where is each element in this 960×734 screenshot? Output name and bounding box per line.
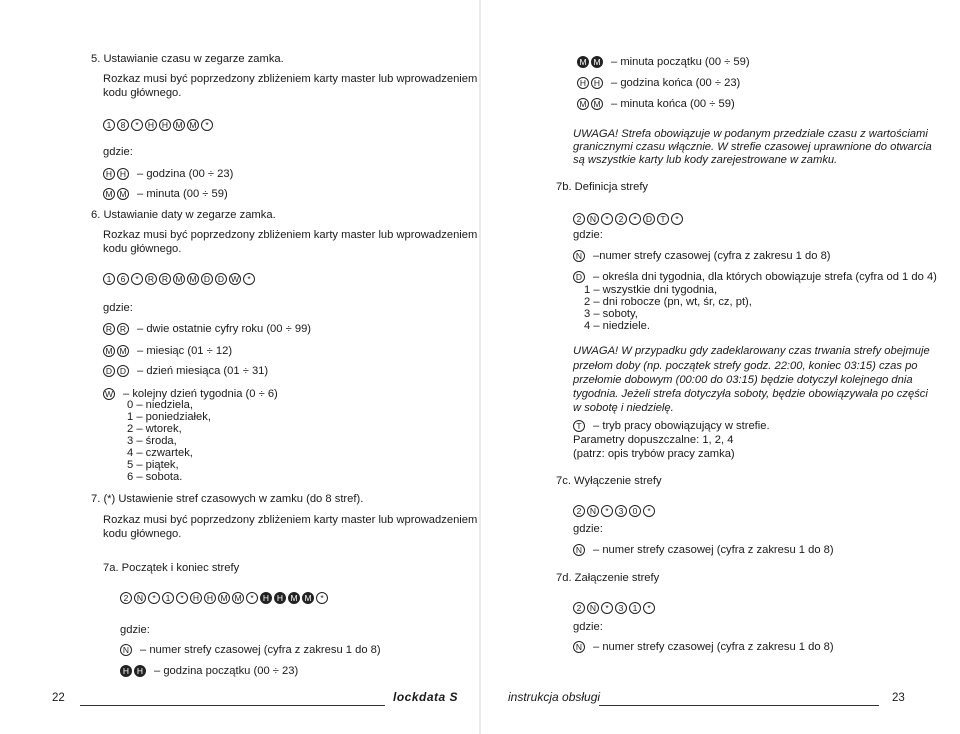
key-h-icon: H xyxy=(159,119,171,131)
key-m-icon: M xyxy=(187,119,199,131)
key-r-icon: R xyxy=(117,323,129,335)
legend-text: – godzina końca (00 ÷ 23) xyxy=(611,77,741,89)
key-h-icon: H xyxy=(577,77,589,89)
key-n-icon: N xyxy=(120,644,132,656)
warning-text: przełomie dobowym (00:00 do 03:15) będzie dotyczył kolejnego dnia xyxy=(573,374,913,386)
legend-text: –numer strefy czasowej (cyfra z zakresu 1 do 8) xyxy=(593,250,831,262)
legend-text: – numer strefy czasowej (cyfra z zakresu 1 do 8) xyxy=(593,641,834,653)
key-m-icon: M xyxy=(218,592,230,604)
legend-row xyxy=(573,640,834,654)
weekday-item: 2 – wtorek, xyxy=(127,423,182,435)
key-n-icon: N xyxy=(587,505,599,517)
day-option: 4 – niedziele. xyxy=(584,320,650,332)
key-m-icon: M xyxy=(103,188,115,200)
key-1-icon: 1 xyxy=(162,592,174,604)
key-icons xyxy=(573,641,585,653)
key-n-icon: N xyxy=(573,544,585,556)
section-5-note-cont: kodu głównego. xyxy=(103,87,182,99)
key-icons xyxy=(573,250,585,262)
warning-text: w sobotę i niedzielę. xyxy=(573,402,674,414)
key-m-icon: M xyxy=(577,56,589,68)
key-h-icon: H xyxy=(120,665,132,677)
key-n-icon: N xyxy=(573,641,585,653)
section-7a-title: 7a. Początek i koniec strefy xyxy=(103,562,240,574)
key-w-icon: W xyxy=(104,389,114,399)
key-m-icon: M xyxy=(577,98,589,110)
legend-row xyxy=(577,97,735,111)
key-m-icon: M xyxy=(232,592,244,604)
key-m-icon: M xyxy=(302,592,314,604)
legend-text: – numer strefy czasowej (cyfra z zakresu 1 do 8) xyxy=(140,644,381,656)
key-1-icon: 1 xyxy=(103,119,115,131)
warning-text: UWAGA! W przypadku gdy zadeklarowany czas trwania strefy obejmuje xyxy=(573,345,930,357)
key-d-icon: D xyxy=(103,365,115,377)
key-star-icon: * xyxy=(316,592,328,604)
brand-logo: lockdata S xyxy=(393,690,459,704)
key-h-icon: H xyxy=(260,592,272,604)
legend-row xyxy=(577,76,740,90)
section-5-title: 5. Ustawianie czasu w zegarze zamka. xyxy=(91,53,284,65)
key-star-icon: * xyxy=(629,213,641,225)
key-h-icon: H xyxy=(117,168,129,180)
legend-row xyxy=(103,187,228,201)
legend-row xyxy=(120,643,381,657)
gdzie-label: gdzie: xyxy=(103,302,133,314)
legend-row xyxy=(577,55,750,69)
legend-text: – godzina (00 ÷ 23) xyxy=(137,168,234,180)
section-7-title: 7. (*) Ustawienie stref czasowych w zamku (do 8 stref). xyxy=(91,493,364,505)
key-2-icon: 2 xyxy=(573,213,585,225)
legend-text: – minuta (00 ÷ 59) xyxy=(137,188,228,200)
legend-text: – tryb pracy obowiązujący w strefie. xyxy=(593,420,770,432)
key-1-icon: 1 xyxy=(629,602,641,614)
section-7-note: Rozkaz musi być poprzedzony zbliżeniem karty master lub wprowadzeniem xyxy=(103,514,478,526)
warning-text: granicznymi czasu włącznie. W strefie czasowej uprawnione do otwarcia xyxy=(573,141,932,153)
key-icons xyxy=(573,271,585,283)
legend-row xyxy=(573,249,831,263)
key-r-icon: R xyxy=(159,273,171,285)
legend-row xyxy=(103,167,233,181)
day-option: 3 – soboty, xyxy=(584,308,638,320)
right-page xyxy=(481,0,960,734)
key-sequence xyxy=(573,505,655,517)
key-icons xyxy=(577,98,603,110)
key-sequence xyxy=(573,602,655,614)
key-star-icon: * xyxy=(671,213,683,225)
key-star-icon: * xyxy=(643,505,655,517)
section-6-title: 6. Ustawianie daty w zegarze zamka. xyxy=(91,209,276,221)
key-n-icon: N xyxy=(587,602,599,614)
legend-text: – dzień miesiąca (01 ÷ 31) xyxy=(137,365,269,377)
key-icons xyxy=(573,544,585,556)
key-2-icon: 2 xyxy=(573,505,585,517)
key-h-icon: H xyxy=(190,592,202,604)
legend-row xyxy=(103,344,232,358)
gdzie-label: gdzie: xyxy=(103,146,133,158)
legend-row xyxy=(573,270,937,284)
day-option: 2 – dni robocze (pn, wt, śr, cz, pt), xyxy=(584,296,752,308)
key-m-icon: M xyxy=(591,56,603,68)
key-3-icon: 3 xyxy=(615,602,627,614)
key-h-icon: H xyxy=(145,119,157,131)
key-sequence xyxy=(573,213,683,225)
legend-row xyxy=(573,543,834,557)
legend-text: – dwie ostatnie cyfry roku (00 ÷ 99) xyxy=(137,323,312,335)
key-h-icon: H xyxy=(103,168,115,180)
day-option: 1 – wszystkie dni tygodnia, xyxy=(584,284,718,296)
section-7d-title: 7d. Załączenie strefy xyxy=(556,572,660,584)
key-star-icon: * xyxy=(601,213,613,225)
key-m-icon: M xyxy=(103,345,115,357)
key-n-icon: N xyxy=(134,592,146,604)
legend-text: – numer strefy czasowej (cyfra z zakresu 1 do 8) xyxy=(593,544,834,556)
key-m-icon: M xyxy=(117,345,129,357)
key-t-icon: T xyxy=(657,213,669,225)
key-sequence xyxy=(120,592,328,604)
manual-label: instrukcja obsługi xyxy=(508,690,601,704)
key-star-icon: * xyxy=(601,602,613,614)
key-icons xyxy=(103,388,115,400)
params-text: Parametry dopuszczalne: 1, 2, 4 xyxy=(573,434,734,446)
key-3-icon: 3 xyxy=(615,505,627,517)
section-6-note-cont: kodu głównego. xyxy=(103,243,182,255)
key-h-icon: H xyxy=(591,77,603,89)
key-h-icon: H xyxy=(134,665,146,677)
key-d-icon: D xyxy=(117,365,129,377)
key-d-icon: D xyxy=(215,273,227,285)
key-icons xyxy=(103,323,129,335)
key-2-icon: 2 xyxy=(120,592,132,604)
key-d-icon: D xyxy=(573,271,585,283)
key-star-icon: * xyxy=(243,273,255,285)
key-star-icon: * xyxy=(601,505,613,517)
page-number-right: 23 xyxy=(892,692,905,704)
key-m-icon: M xyxy=(117,188,129,200)
warning-text: tygodnia. Jeżeli strefa dotyczyła soboty, będzie obowiązywała po części xyxy=(573,388,928,400)
key-h-icon: H xyxy=(274,592,286,604)
legend-text: – określa dni tygodnia, dla których obowiązuje strefa (cyfra od 1 do 4) xyxy=(593,271,937,283)
key-h-icon: H xyxy=(204,592,216,604)
gdzie-label: gdzie: xyxy=(573,523,603,535)
section-5-note: Rozkaz musi być poprzedzony zbliżeniem karty master lub wprowadzeniem xyxy=(103,73,478,85)
weekday-item: 4 – czwartek, xyxy=(127,447,193,459)
legend-text: – minuta początku (00 ÷ 59) xyxy=(611,56,750,68)
key-m-icon: M xyxy=(173,119,185,131)
key-m-icon: M xyxy=(187,273,199,285)
key-sequence xyxy=(103,119,213,131)
key-6-icon: 6 xyxy=(117,273,129,285)
warning-text: UWAGA! Strefa obowiązuje w podanym przedziale czasu z wartościami xyxy=(573,128,928,140)
key-m-icon: M xyxy=(288,592,300,604)
weekday-item: 5 – piątek, xyxy=(127,459,179,471)
key-icons xyxy=(103,168,129,180)
footer-rule xyxy=(80,705,385,706)
key-r-icon: R xyxy=(103,323,115,335)
key-star-icon: * xyxy=(643,602,655,614)
key-icons xyxy=(577,77,603,89)
key-m-icon: M xyxy=(591,98,603,110)
params-text: (patrz: opis trybów pracy zamka) xyxy=(573,448,735,460)
weekday-item: 1 – poniedziałek, xyxy=(127,411,211,423)
key-star-icon: * xyxy=(246,592,258,604)
key-2-icon: 2 xyxy=(615,213,627,225)
key-8-icon: 8 xyxy=(117,119,129,131)
key-n-icon: N xyxy=(573,250,585,262)
legend-row xyxy=(103,364,268,378)
left-page xyxy=(0,0,479,734)
key-t-icon: T xyxy=(573,420,585,432)
key-star-icon: * xyxy=(201,119,213,131)
key-icons xyxy=(573,420,585,432)
key-d-icon: D xyxy=(643,213,655,225)
weekday-item: 6 – sobota. xyxy=(127,471,183,483)
warning-text: przełom doby (np. początek strefy godz. 22:00, koniec 03:15) czas po xyxy=(573,360,918,372)
key-icons xyxy=(120,665,146,677)
key-icons xyxy=(577,56,603,68)
weekday-item: 3 – środa, xyxy=(127,435,177,447)
key-r-icon: R xyxy=(145,273,157,285)
key-m-icon: M xyxy=(173,273,185,285)
section-7b-title: 7b. Definicja strefy xyxy=(556,181,649,193)
key-icons xyxy=(103,188,129,200)
warning-text: są wszystkie karty lub kody zarejestrowane w zamku. xyxy=(573,154,838,166)
section-7c-title: 7c. Wyłączenie strefy xyxy=(556,475,662,487)
key-0-icon: 0 xyxy=(629,505,641,517)
key-d-icon: D xyxy=(201,273,213,285)
gdzie-label: gdzie: xyxy=(573,621,603,633)
key-star-icon: * xyxy=(176,592,188,604)
legend-row xyxy=(120,664,298,678)
legend-text: – kolejny dzień tygodnia (0 ÷ 6) xyxy=(123,388,278,400)
weekday-item: 0 – niedziela, xyxy=(127,399,193,411)
key-w-icon: W xyxy=(230,274,240,284)
key-icons xyxy=(120,644,132,656)
key-star-icon: * xyxy=(131,273,143,285)
key-star-icon: * xyxy=(148,592,160,604)
key-2-icon: 2 xyxy=(573,602,585,614)
key-icons xyxy=(103,365,129,377)
section-7-note-cont: kodu głównego. xyxy=(103,528,182,540)
legend-row xyxy=(103,322,311,336)
section-6-note: Rozkaz musi być poprzedzony zbliżeniem karty master lub wprowadzeniem xyxy=(103,229,478,241)
legend-text: – godzina początku (00 ÷ 23) xyxy=(154,665,299,677)
key-sequence xyxy=(103,273,255,285)
key-star-icon: * xyxy=(131,119,143,131)
legend-text: – minuta końca (00 ÷ 59) xyxy=(611,98,735,110)
footer-rule xyxy=(599,705,879,706)
key-icons xyxy=(103,345,129,357)
legend-row xyxy=(573,419,770,433)
key-1-icon: 1 xyxy=(103,273,115,285)
legend-text: – miesiąc (01 ÷ 12) xyxy=(137,345,233,357)
page-number-left: 22 xyxy=(52,692,65,704)
gdzie-label: gdzie: xyxy=(573,229,603,241)
key-n-icon: N xyxy=(587,213,599,225)
gdzie-label: gdzie: xyxy=(120,624,150,636)
